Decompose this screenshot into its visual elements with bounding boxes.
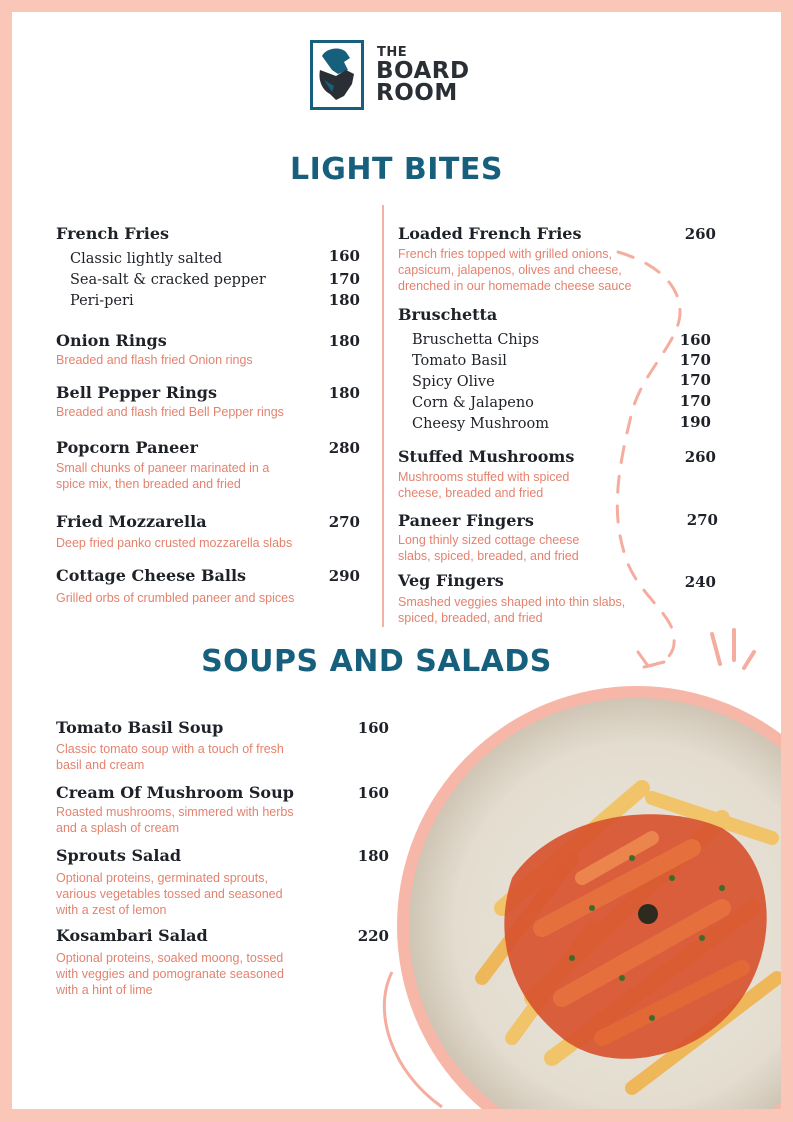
menu-item-description: Grilled orbs of crumbled paneer and spices xyxy=(56,591,295,605)
menu-item-name: Cottage Cheese Balls xyxy=(56,566,247,585)
menu-item-description: Smashed veggies shaped into thin slabs, xyxy=(398,595,626,609)
french-fries-option-price: 180 xyxy=(328,291,360,309)
menu-item-description: Roasted mushrooms, simmered with herbs xyxy=(56,805,294,819)
menu-item-description: various vegetables tossed and seasoned xyxy=(56,887,283,901)
menu-item-name: Stuffed Mushrooms xyxy=(398,447,575,466)
light-bites-heading: LIGHT BITES xyxy=(289,152,503,187)
menu-item-description: spice mix, then breaded and fried xyxy=(56,477,241,491)
menu-item-description: Optional proteins, germinated sprouts, xyxy=(56,871,268,885)
logo-board: BOARD xyxy=(376,58,470,84)
menu-item-description: Deep fried panko crusted mozzarella slabs xyxy=(56,536,293,550)
french-fries-name: French Fries xyxy=(56,224,170,243)
french-fries-option-price: 160 xyxy=(328,247,360,265)
menu-item-name: Cream Of Mushroom Soup xyxy=(56,783,294,802)
menu-item-description: Long thinly sized cottage cheese xyxy=(398,533,580,547)
fries-plate-image xyxy=(392,678,781,1109)
bruschetta-option-price: 170 xyxy=(679,392,711,410)
menu-item-name: Loaded French Fries xyxy=(398,224,582,243)
menu-item-price: 160 xyxy=(357,784,389,802)
menu-item-price: 160 xyxy=(357,719,389,737)
menu-item-description: Breaded and flash fried Onion rings xyxy=(56,353,253,367)
soups-heading: SOUPS AND SALADS xyxy=(201,644,552,679)
bruschetta-option-price: 160 xyxy=(679,331,711,349)
menu-item-price: 270 xyxy=(686,511,718,529)
menu-item-price: 270 xyxy=(328,513,360,531)
menu-item-name: Kosambari Salad xyxy=(56,926,208,945)
menu-item-price: 180 xyxy=(328,332,360,350)
menu-item-description: Optional proteins, soaked moong, tossed xyxy=(56,951,284,965)
menu-item-description: French fries topped with grilled onions, xyxy=(398,247,613,261)
french-fries-option: Peri-peri xyxy=(70,293,134,309)
menu-item-price: 260 xyxy=(684,225,716,243)
menu-item-price: 180 xyxy=(357,847,389,865)
menu-item-price: 280 xyxy=(328,439,360,457)
menu-item-price: 260 xyxy=(684,448,716,466)
menu-item-name: Popcorn Paneer xyxy=(56,438,198,457)
menu-item-description: Classic tomato soup with a touch of fresh xyxy=(56,742,284,756)
menu-item-price: 220 xyxy=(357,927,389,945)
menu-item-name: Sprouts Salad xyxy=(56,846,181,865)
logo-icon xyxy=(310,40,364,110)
menu-item-description: basil and cream xyxy=(56,758,145,772)
menu-item-description: capsicum, jalapenos, olives and cheese, xyxy=(398,263,622,277)
bruschetta-option: Cheesy Mushroom xyxy=(412,416,549,432)
menu-item-description: with a hint of lime xyxy=(56,983,153,997)
french-fries-option: Classic lightly salted xyxy=(70,251,223,267)
bruschetta-option: Corn & Jalapeno xyxy=(412,395,534,411)
french-fries-option-price: 170 xyxy=(328,270,360,288)
logo-room: ROOM xyxy=(376,80,458,106)
menu-item-name: Tomato Basil Soup xyxy=(56,718,224,737)
bruschetta-option: Tomato Basil xyxy=(412,353,507,369)
bruschetta-name: Bruschetta xyxy=(398,305,498,324)
bruschetta-option: Spicy Olive xyxy=(412,374,495,390)
menu-item-description: spiced, breaded, and fried xyxy=(398,611,543,625)
menu-item-description: with veggies and pomogranate seasoned xyxy=(56,967,284,981)
menu-item-description: with a zest of lemon xyxy=(56,903,167,917)
menu-item-description: drenched in our homemade cheese sauce xyxy=(398,279,632,293)
menu-item-price: 180 xyxy=(328,384,360,402)
menu-item-name: Onion Rings xyxy=(56,331,167,350)
menu-item-name: Paneer Fingers xyxy=(398,511,534,530)
column-divider xyxy=(382,205,384,627)
bruschetta-option-price: 170 xyxy=(679,351,711,369)
french-fries-option: Sea-salt & cracked pepper xyxy=(70,272,266,288)
menu-item-price: 290 xyxy=(328,567,360,585)
menu-item-description: Breaded and flash fried Bell Pepper rings xyxy=(56,405,284,419)
menu-item-description: Small chunks of paneer marinated in a xyxy=(56,461,270,475)
bruschetta-option-price: 170 xyxy=(679,371,711,389)
bruschetta-option: Bruschetta Chips xyxy=(412,332,540,348)
menu-item-name: Fried Mozzarella xyxy=(56,512,207,531)
menu-item-name: Veg Fingers xyxy=(398,571,504,590)
menu-item-description: cheese, breaded and fried xyxy=(398,486,544,500)
menu-item-description: slabs, spiced, breaded, and fried xyxy=(398,549,579,563)
menu-item-description: Mushrooms stuffed with spiced xyxy=(398,470,570,484)
bruschetta-option-price: 190 xyxy=(679,413,711,431)
menu-item-description: and a splash of cream xyxy=(56,821,179,835)
logo-the: THE xyxy=(377,45,408,60)
menu-page xyxy=(12,12,781,1109)
menu-item-price: 240 xyxy=(684,573,716,591)
menu-item-name: Bell Pepper Rings xyxy=(56,383,217,402)
